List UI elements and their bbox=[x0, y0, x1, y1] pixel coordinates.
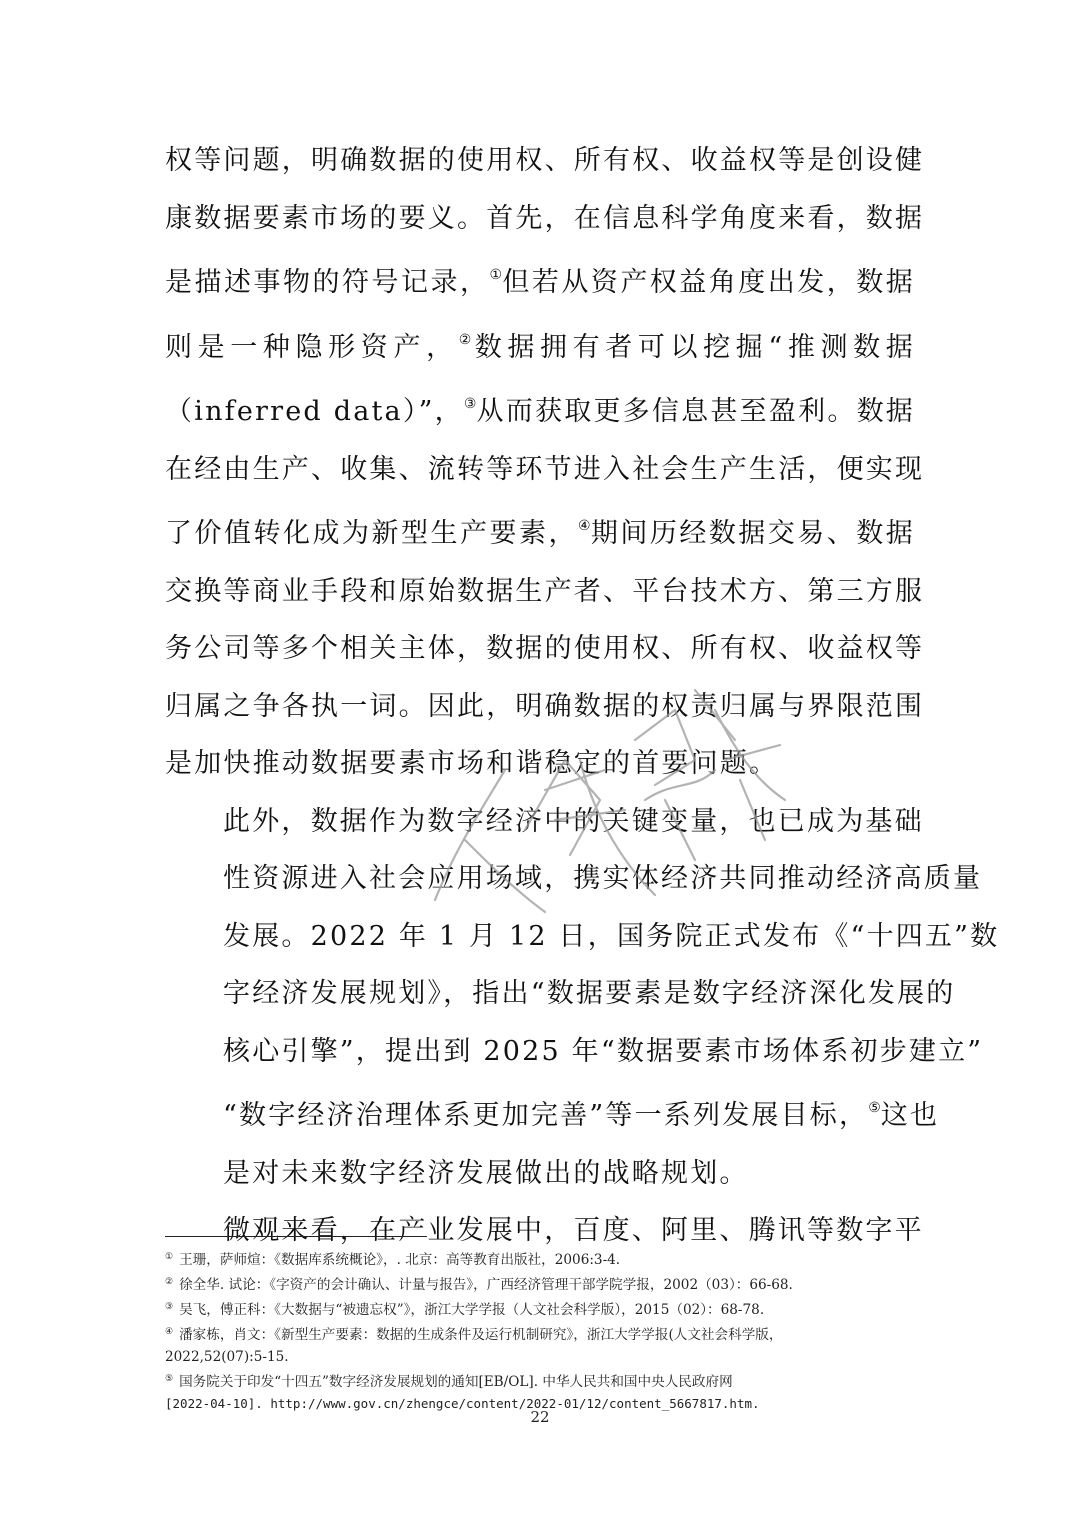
footnote-item bbox=[165, 1246, 915, 1271]
footnote-ref[interactable]: ④ bbox=[577, 518, 591, 534]
footnote-text: 吴飞，傅正科：《大数据与“被遗忘权”》，浙江大学学报（人文社会科学版），2015（02）：68-78. bbox=[179, 1302, 765, 1318]
footnotes bbox=[165, 1246, 915, 1415]
text-segment: 则是一种隐形资产， bbox=[165, 331, 459, 363]
footnote-continuation[interactable]: [2022-04-10]. http://www.gov.cn/zhengce/content/2022-01/12/content_5667817.htm. bbox=[165, 1396, 760, 1411]
footnote-item bbox=[165, 1368, 915, 1393]
footnote-ref[interactable]: ① bbox=[489, 267, 503, 283]
text-segment: （inferred data）”， bbox=[165, 396, 464, 427]
text-line bbox=[165, 376, 915, 441]
text-line: 核心引擎”，提出到 2025 年“数据要素市场体系初步建立” bbox=[223, 1035, 984, 1067]
page-number: 22 bbox=[530, 1408, 550, 1426]
footnote-mark: ① bbox=[165, 1252, 174, 1262]
text-line bbox=[165, 498, 915, 563]
footnote-mark: ⑤ bbox=[165, 1374, 174, 1384]
footnote-mark: ② bbox=[165, 1277, 174, 1287]
text-line bbox=[165, 247, 915, 312]
footnote-text: 国务院关于印发“十四五”数字经济发展规划的通知[EB/OL]. 中华人民共和国中央人民政府网 bbox=[179, 1374, 733, 1390]
footnote-ref[interactable]: ③ bbox=[463, 396, 477, 412]
text-line: 是对未来数字经济发展做出的战略规划。 bbox=[223, 1157, 749, 1189]
text-line: 交换等商业手段和原始数据生产者、平台技术方、第三方服 bbox=[165, 575, 925, 607]
text-line: 务公司等多个相关主体，数据的使用权、所有权、收益权等 bbox=[165, 633, 925, 664]
footnote-item bbox=[165, 1296, 915, 1321]
text-line: 归属之争各执一词。因此，明确数据的权责归属与界限范围 bbox=[165, 690, 925, 722]
footnote-mark: ④ bbox=[165, 1327, 174, 1337]
text-line: 此外，数据作为数字经济中的关键变量，也已成为基础 bbox=[223, 805, 924, 837]
text-line: 在经由生产、收集、流转等环节进入社会生产生活，便实现 bbox=[165, 453, 925, 485]
text-line bbox=[165, 312, 915, 377]
text-line: 微观来看，在产业发展中，百度、阿里、腾讯等数字平 bbox=[223, 1215, 924, 1246]
footnote-separator bbox=[165, 1236, 427, 1237]
text-segment: 期间历经数据交易、数据 bbox=[590, 518, 915, 549]
text-line: 是加快推动数据要素市场和谐稳定的首要问题。 bbox=[165, 748, 779, 779]
footnote-ref[interactable]: ② bbox=[458, 331, 475, 348]
footnote-item bbox=[165, 1271, 915, 1296]
footnote-mark: ③ bbox=[165, 1302, 174, 1312]
footnote-text: 徐全华. 试论：《字资产的会计确认、计量与报告》，广西经济管理干部学院学报，2002（03）：66-68. bbox=[179, 1277, 793, 1293]
text-line bbox=[165, 1080, 940, 1145]
paragraph bbox=[165, 793, 1000, 1203]
text-segment: 从而获取更多信息甚至盈利。数据 bbox=[476, 396, 915, 427]
text-line: 权等问题，明确数据的使用权、所有权、收益权等是创设健 bbox=[165, 145, 925, 176]
footnote-text: 潘家栋，肖文：《新型生产要素：数据的生成条件及运行机制研究》，浙江大学学报(人文社会科学版， bbox=[179, 1327, 783, 1343]
text-segment: “数字经济治理体系更加完善”等一系列发展目标， bbox=[223, 1100, 869, 1131]
text-line: 字经济发展规划》，指出“数据要素是数字经济深化发展的 bbox=[223, 978, 956, 1009]
footnote-continuation: 2022,52(07):5-15. bbox=[165, 1349, 289, 1365]
text-line: 发展。2022 年 1 月 12 日，国务院正式发布《“十四五”数 bbox=[223, 920, 1000, 952]
footnote-text: 王珊，萨师煊：《数据库系统概论》，. 北京：高等教育出版社，2006:3-4. bbox=[179, 1252, 621, 1268]
paragraph bbox=[165, 132, 925, 793]
text-segment: 了价值转化成为新型生产要素， bbox=[165, 518, 578, 549]
text-segment: 是描述事物的符号记录， bbox=[165, 267, 490, 298]
text-line: 康数据要素市场的要义。首先，在信息科学角度来看，数据 bbox=[165, 202, 925, 234]
body-text bbox=[165, 132, 1000, 1260]
text-segment: 这也 bbox=[880, 1100, 940, 1131]
text-line: 性资源进入社会应用场域，携实体经济共同推动经济高质量 bbox=[223, 863, 983, 894]
footnote-ref[interactable]: ⑤ bbox=[868, 1100, 881, 1116]
text-segment: 但若从资产权益角度出发，数据 bbox=[502, 267, 915, 298]
footnote-item bbox=[165, 1321, 915, 1346]
text-segment: 数据拥有者可以挖掘“推测数据 bbox=[474, 331, 915, 363]
